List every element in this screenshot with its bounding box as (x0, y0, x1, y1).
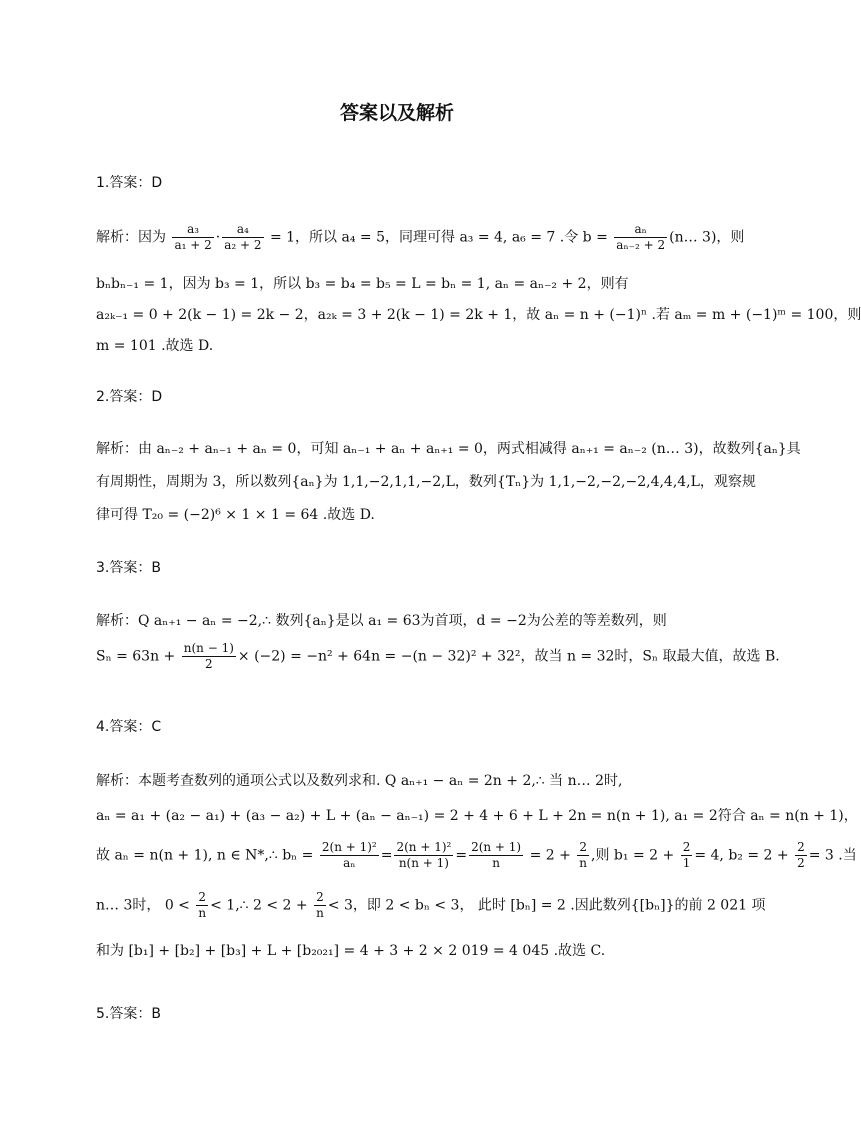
answer-5: 5.答案：B (96, 1006, 161, 1022)
q4-line-5: 和为 [b₁] + [b₂] + [b₃] + L + [b₂₀₂₁] = 4 + 3 + 2 × 2 019 = 4 045 .故选 C. (96, 943, 606, 959)
answer-3: 3.答案：B (96, 560, 161, 576)
q3-line-2: Sₙ = 63n + $\frac{n(n - 1)}{2}$ × (−2) = −n² + 64n = −(n − 32)² + 32²，故当 n = 32时，Sₙ 取最大值，故选 B. (96, 641, 780, 671)
q2-line-1: 解析：由 aₙ₋₂ + aₙ₋₁ + aₙ = 0，可知 aₙ₋₁ + aₙ + aₙ₊₁ = 0，两式相减得 aₙ₊₁ = aₙ₋₂ (n… 3)，故数列{aₙ}具 (96, 441, 801, 457)
q4-line-1: 解析：本题考查数列的通项公式以及数列求和. Q aₙ₊₁ − aₙ = 2n + 2,∴ 当 n… 2时, (96, 773, 623, 789)
fraction: $\frac{2}{n}$ (316, 890, 324, 920)
q2-line-3: 律可得 T₂₀ = (−2)⁶ × 1 × 1 = 64 .故选 D. (96, 507, 375, 523)
q3-line-1: 解析：Q aₙ₊₁ − aₙ = −2,∴ 数列{aₙ}是以 a₁ = 63为首项，d = −2为公差的等差数列，则 (96, 613, 667, 629)
fraction: $\frac{\text{a₃}}{\text{a₁ + 2}}$ (174, 222, 212, 252)
q2-line-2: 有周期性，周期为 3，所以数列{aₙ}为 1,1,−2,1,1,−2,L，数列{Tₙ}为 1,1,−2,−2,−2,4,4,4,L，观察规 (96, 474, 756, 490)
q4-line-2: aₙ = a₁ + (a₂ − a₁) + (a₃ − a₂) + L + (aₙ − aₙ₋₁) = 2 + 4 + 6 + L + 2n = n(n + 1), a₁ = 2符合 aₙ = n(n + 1)， (96, 808, 858, 824)
answer-2: 2.答案：D (96, 389, 163, 405)
q1-line-3: a₂ₖ₋₁ = 0 + 2(k − 1) = 2k − 2，a₂ₖ = 3 + 2(k − 1) = 2k + 1，故 aₙ = n + (−1)ⁿ .若 aₘ = m + (−1)ᵐ = 100，则 (96, 307, 861, 323)
fraction: $\frac{\text{2(n + 1)²}}{\text{aₙ}}$ (321, 840, 377, 870)
fraction: $\frac{2}{n}$ (579, 840, 588, 870)
q1-line-2: bₙbₙ₋₁ = 1，因为 b₃ = 1，所以 b₃ = b₄ = b₅ = L = bₙ = 1, aₙ = aₙ₋₂ + 2，则有 (96, 276, 629, 292)
q1-line-1: 解析：因为 $\frac{\text{a₃}}{\text{a₁ + 2}}$ · $\frac{\text{a₄}}{\text{a₂ + 2}}$ = 1，所以 a₄ = 5，同理可得 a₃ = 4, a₆ = 7 .令 b = $\frac{\text{aₙ}}{\text{aₙ₋₂ + 2}}$ (n… 3)，则 (96, 222, 745, 252)
answer-1: 1.答案：D (96, 175, 163, 191)
page-title: 答案以及解析 (339, 102, 454, 124)
fraction: $\frac{\text{aₙ}}{\text{aₙ₋₂ + 2}}$ (616, 222, 666, 252)
fraction: $\frac{2}{2}$ (797, 840, 805, 870)
q4-line-3: 故 aₙ = n(n + 1), n ∈ N*,∴ bₙ = $\frac{\text{2(n + 1)²}}{\text{aₙ}}$ = $\frac{\text{2(n + 1)²}}{n(n + 1)}$ = $\frac{2(n + 1)}{n}$ = 2 + $\frac{2}{n}$ ,则 b₁ = 2 + $\frac{2}{1}$ = 4, b₂ = 2 + $\frac{2}{2}$ = 3 .当 (96, 840, 857, 870)
fraction: $\frac{n(n - 1)}{2}$ (183, 641, 234, 671)
q1-line-4: m = 101 .故选 D. (96, 338, 214, 354)
answer-4: 4.答案：C (96, 719, 162, 735)
fraction: $\frac{2}{1}$ (682, 840, 691, 870)
q4-line-4: n… 3时， 0 < $\frac{2}{n}$ < 1,∴ 2 < 2 + $\frac{2}{n}$ < 3，即 2 < bₙ < 3， 此时 [bₙ] = 2 .因此数列{[bₙ]}的前 2 021 项 (96, 890, 766, 920)
fraction: $\frac{\text{2(n + 1)²}}{n(n + 1)}$ (396, 840, 452, 870)
fraction: $\frac{2}{n}$ (198, 890, 207, 920)
fraction: $\frac{2(n + 1)}{n}$ (471, 840, 522, 870)
fraction: $\frac{\text{a₄}}{\text{a₂ + 2}}$ (224, 222, 262, 252)
